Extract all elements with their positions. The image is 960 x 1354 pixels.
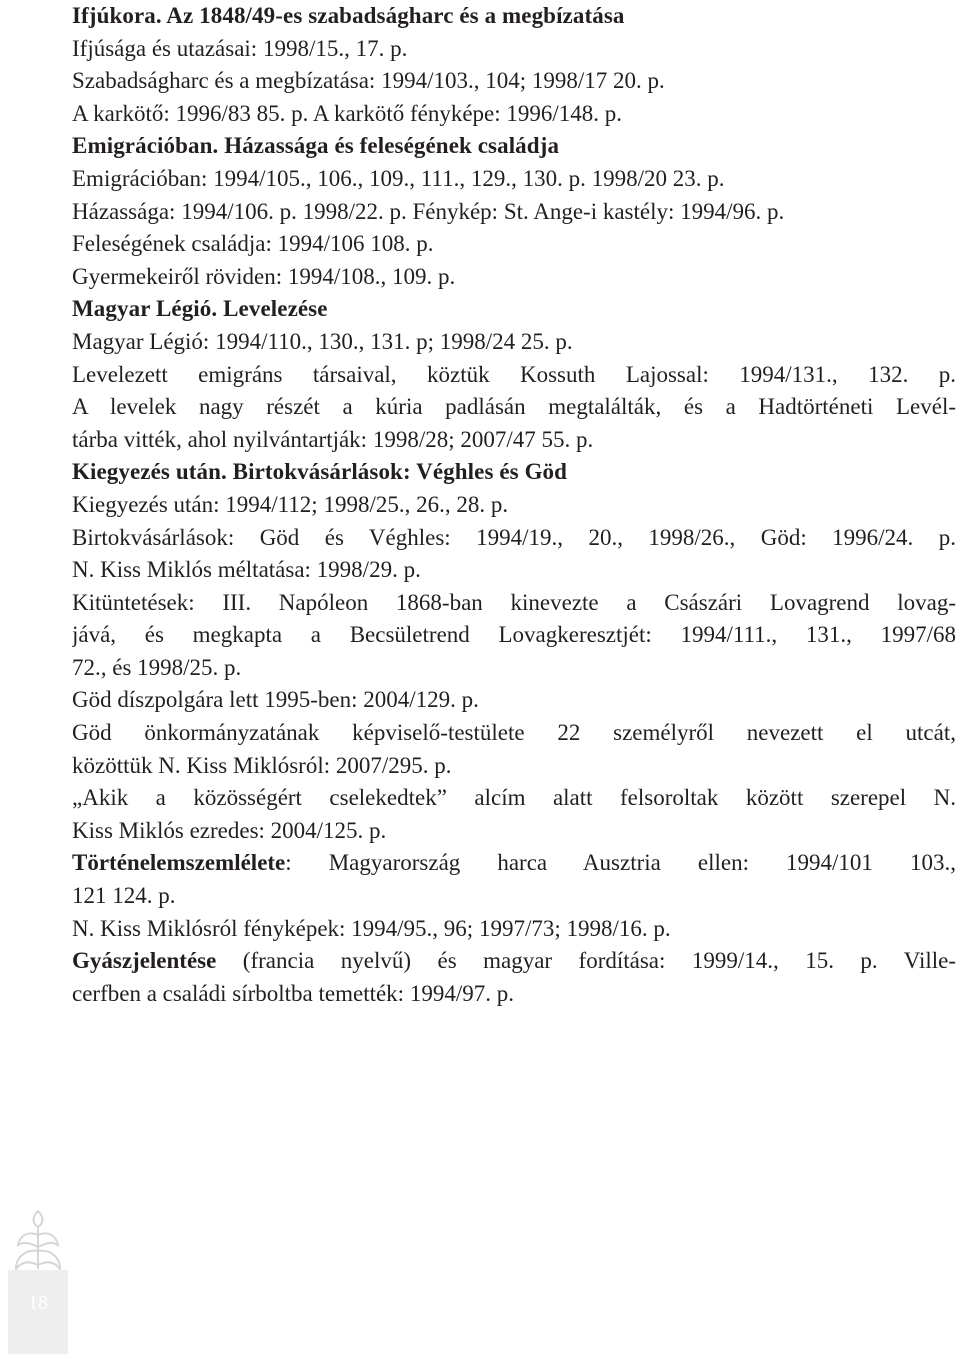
text-line: Kitüntetések: III. Napóleon 1868-ban kinevezte a Császári Lovagrend lovag- (72, 589, 956, 615)
text-span: : Magyarország harca Ausztria ellen: 1994/101 103., (285, 850, 956, 876)
page-number: 18 (28, 1292, 48, 1314)
text-line: jává, és megkapta a Becsületrend Lovagkeresztjét: 1994/111., 131., 1997/68 (72, 622, 956, 648)
text-line: Ifjúsága és utazásai: 1998/15., 17. p. (72, 35, 408, 61)
heading-part: Levelezése (223, 296, 328, 322)
document-body (72, 0, 956, 1010)
text-line: Kiss Miklós ezredes: 2004/125. p. (72, 817, 387, 843)
heading-part: Kiegyezés után. (72, 459, 227, 485)
text-line: Szabadságharc és a megbízatása: 1994/103., 104; 1998/17 20. p. (72, 68, 665, 94)
text-line: cerfben a családi sírboltba temették: 1994/97. p. (72, 980, 514, 1006)
page-number-box (8, 1270, 68, 1354)
heading-kiegyezes (72, 456, 956, 489)
text-line: Emigrációban: 1994/105., 106., 109., 111., 129., 130. p. 1998/20 23. p. (72, 165, 725, 191)
text-line: „Akik a közösségért cselekedtek” alcím alatt felsoroltak között szerepel N. (72, 785, 956, 811)
text-line: Birtokvásárlások: Göd és Véghles: 1994/19., 20., 1998/26., Göd: 1996/24. p. (72, 524, 956, 550)
text-line (72, 847, 956, 880)
heading-legio (72, 293, 956, 326)
heading-part: Házassága és feleségének családja (224, 133, 560, 159)
term-gyaszjelentese: Gyászjelentése (72, 948, 217, 974)
text-line: Levelezett emigráns társaival, köztük Kossuth Lajossal: 1994/131., 132. p. (72, 361, 956, 387)
text-line: közöttük N. Kiss Miklósról: 2007/295. p. (72, 752, 452, 778)
text-line: A karkötő: 1996/83 85. p. A karkötő fényképe: 1996/148. p. (72, 100, 623, 126)
heading-part: Birtokvásárlások: Véghles és Göd (232, 459, 568, 485)
heading-ifjukora: Ifjúkora. Az 1848/49-es szabadságharc és a megbízatása (72, 3, 625, 28)
heading-part: Magyar Légió. (72, 296, 218, 322)
text-line: Házassága: 1994/106. p. 1998/22. p. Fénykép: St. Ange-i kastély: 1994/96. p. (72, 198, 785, 224)
term-tortenelemszemlelete: Történelemszemlélete (72, 850, 286, 876)
heading-emigracio (72, 130, 956, 163)
text-span: (francia nyelvű) és magyar fordítása: 1999/14., 15. p. Ville- (216, 948, 956, 974)
text-line: Feleségének családja: 1994/106 108. p. (72, 231, 434, 257)
text-line: Magyar Légió: 1994/110., 130., 131. p; 1998/24 25. p. (72, 328, 573, 354)
text-line: tárba vitték, ahol nyilvántartják: 1998/28; 2007/47 55. p. (72, 426, 594, 452)
heading-part: Emigrációban. (72, 133, 219, 159)
text-line: N. Kiss Miklós méltatása: 1998/29. p. (72, 557, 421, 583)
text-line: N. Kiss Miklósról fényképek: 1994/95., 96; 1997/73; 1998/16. p. (72, 915, 671, 941)
text-line: Göd önkormányzatának képviselő-testülete 22 személyről nevezett el utcát, (72, 720, 956, 746)
text-line: 121 124. p. (72, 883, 176, 909)
text-line: A levelek nagy részét a kúria padlásán megtalálták, és a Hadtörténeti Levél- (72, 394, 956, 420)
text-line (72, 945, 956, 978)
text-line: Gyermekeiről röviden: 1994/108., 109. p. (72, 263, 456, 289)
text-line: 72., és 1998/25. p. (72, 654, 242, 680)
text-line: Kiegyezés után: 1994/112; 1998/25., 26., 28. p. (72, 491, 509, 517)
text-line: Göd díszpolgára lett 1995-ben: 2004/129. p. (72, 687, 479, 713)
